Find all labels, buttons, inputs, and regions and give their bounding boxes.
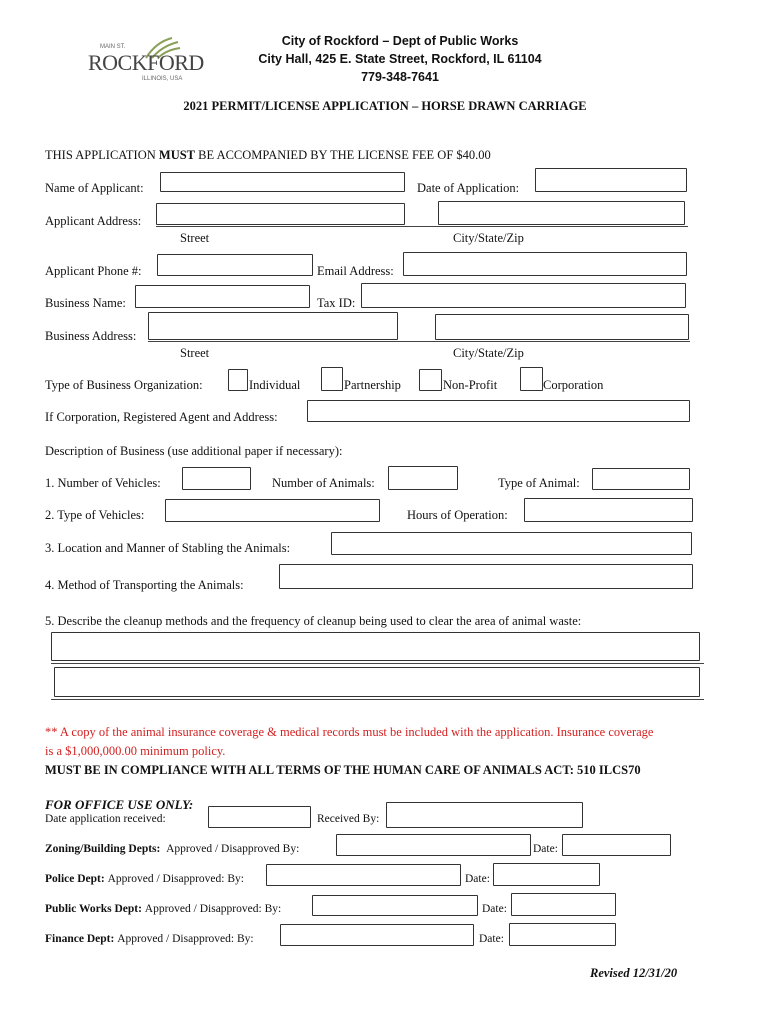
animals-input[interactable] (388, 466, 458, 490)
nonprofit-checkbox[interactable] (419, 369, 442, 391)
tax-id-input[interactable] (361, 283, 686, 308)
corporation-checkbox[interactable] (520, 367, 543, 391)
nonprofit-label: Non-Profit (443, 378, 498, 392)
finance-date-label: Date: (479, 933, 504, 945)
phone-label: Applicant Phone #: (45, 264, 142, 278)
form-title: 2021 PERMIT/LICENSE APPLICATION – HORSE DRAWN CARRIAGE (183, 99, 587, 113)
police-row: Police Dept: Approved / Disapproved: By: (45, 873, 244, 885)
finance-row: Finance Dept: Approved / Disapproved: By: (45, 933, 254, 945)
agent-input[interactable] (307, 400, 690, 422)
business-address-label: Business Address: (45, 329, 137, 343)
description-label: Description of Business (use additional paper if necessary): (45, 444, 343, 458)
hours-input[interactable] (524, 498, 693, 522)
police-by-input[interactable] (266, 864, 461, 886)
corporation-label: Corporation (543, 378, 604, 392)
insurance-note-1: ** A copy of the animal insurance coverage & medical records must be included with the application. Insurance coverage (45, 725, 654, 739)
individual-checkbox[interactable] (228, 369, 248, 391)
phone-input[interactable] (157, 254, 313, 276)
name-input[interactable] (160, 172, 405, 192)
date-application-input[interactable] (535, 168, 687, 192)
logo-small-text: MAIN ST. (100, 44, 126, 50)
works-row: Public Works Dept: Approved / Disapproved: By: (45, 903, 282, 915)
date-received-label: Date application received: (45, 813, 166, 825)
received-by-input[interactable] (386, 802, 583, 828)
vehicles-label: 1. Number of Vehicles: (45, 476, 161, 490)
business-city-input[interactable] (435, 314, 689, 340)
cleanup-input-2[interactable] (54, 667, 700, 697)
zoning-date-label: Date: (533, 843, 558, 855)
finance-by-input[interactable] (280, 924, 474, 946)
works-date-input[interactable] (511, 893, 616, 916)
transport-label: 4. Method of Transporting the Animals: (45, 578, 244, 592)
agent-label: If Corporation, Registered Agent and Address: (45, 410, 278, 424)
logo-main-text: ROCKFORD (88, 50, 204, 75)
animal-type-label: Type of Animal: (498, 476, 580, 490)
animals-label: Number of Animals: (272, 476, 375, 490)
vehicle-type-label: 2. Type of Vehicles: (45, 508, 145, 522)
email-input[interactable] (403, 252, 687, 276)
insurance-note-2: is a $1,000,000.00 minimum policy. (45, 744, 226, 758)
name-label: Name of Applicant: (45, 181, 144, 195)
zoning-by-input[interactable] (336, 834, 531, 856)
business-street-input[interactable] (148, 312, 398, 340)
date-received-input[interactable] (208, 806, 311, 828)
cleanup-input-1[interactable] (51, 632, 700, 661)
stabling-input[interactable] (331, 532, 692, 555)
hours-label: Hours of Operation: (407, 508, 508, 522)
individual-label: Individual (249, 378, 301, 392)
cleanup-label: 5. Describe the cleanup methods and the frequency of cleanup being used to clear the area of animal waste: (45, 614, 582, 628)
tax-id-label: Tax ID: (317, 296, 356, 310)
email-label: Email Address: (317, 264, 394, 278)
business-city-caption: City/State/Zip (453, 346, 524, 360)
date-application-label: Date of Application: (417, 181, 520, 195)
partnership-label: Partnership (344, 378, 401, 392)
street-caption: Street (180, 231, 210, 245)
org-type-label: Type of Business Organization: (45, 378, 203, 392)
finance-date-input[interactable] (509, 923, 616, 946)
police-date-label: Date: (465, 873, 490, 885)
header-line-3: 779-348-7641 (361, 70, 439, 84)
zoning-date-input[interactable] (562, 834, 671, 856)
vehicles-input[interactable] (182, 467, 251, 490)
header-line-1: City of Rockford – Dept of Public Works (281, 34, 519, 48)
stabling-label: 3. Location and Manner of Stabling the Animals: (45, 541, 291, 555)
revised-date: Revised 12/31/20 (590, 966, 678, 980)
compliance-note: MUST BE IN COMPLIANCE WITH ALL TERMS OF THE HUMAN CARE OF ANIMALS ACT: 510 ILCS70 (45, 763, 641, 777)
works-by-input[interactable] (312, 895, 478, 916)
vehicle-type-input[interactable] (165, 499, 380, 522)
header-line-2: City Hall, 425 E. State Street, Rockford, IL 61104 (258, 52, 542, 66)
zoning-row: Zoning/Building Depts: Approved / Disapproved By: (45, 843, 300, 855)
city-logo (86, 36, 204, 88)
business-street-caption: Street (180, 346, 210, 360)
address-label: Applicant Address: (45, 214, 142, 228)
fee-notice: THIS APPLICATION MUST BE ACCOMPANIED BY THE LICENSE FEE OF $40.00 (45, 148, 491, 162)
partnership-checkbox[interactable] (321, 367, 343, 391)
received-by-label: Received By: (317, 813, 380, 825)
logo-sub-text: ILLINOIS, USA (142, 76, 183, 82)
street-input[interactable] (156, 203, 405, 225)
office-use-heading: FOR OFFICE USE ONLY: (45, 797, 194, 812)
transport-input[interactable] (279, 564, 693, 589)
police-date-input[interactable] (493, 863, 600, 886)
animal-type-input[interactable] (592, 468, 690, 490)
works-date-label: Date: (482, 903, 507, 915)
business-name-input[interactable] (135, 285, 310, 308)
city-caption: City/State/Zip (453, 231, 524, 245)
business-name-label: Business Name: (45, 296, 126, 310)
city-state-zip-input[interactable] (438, 201, 685, 225)
